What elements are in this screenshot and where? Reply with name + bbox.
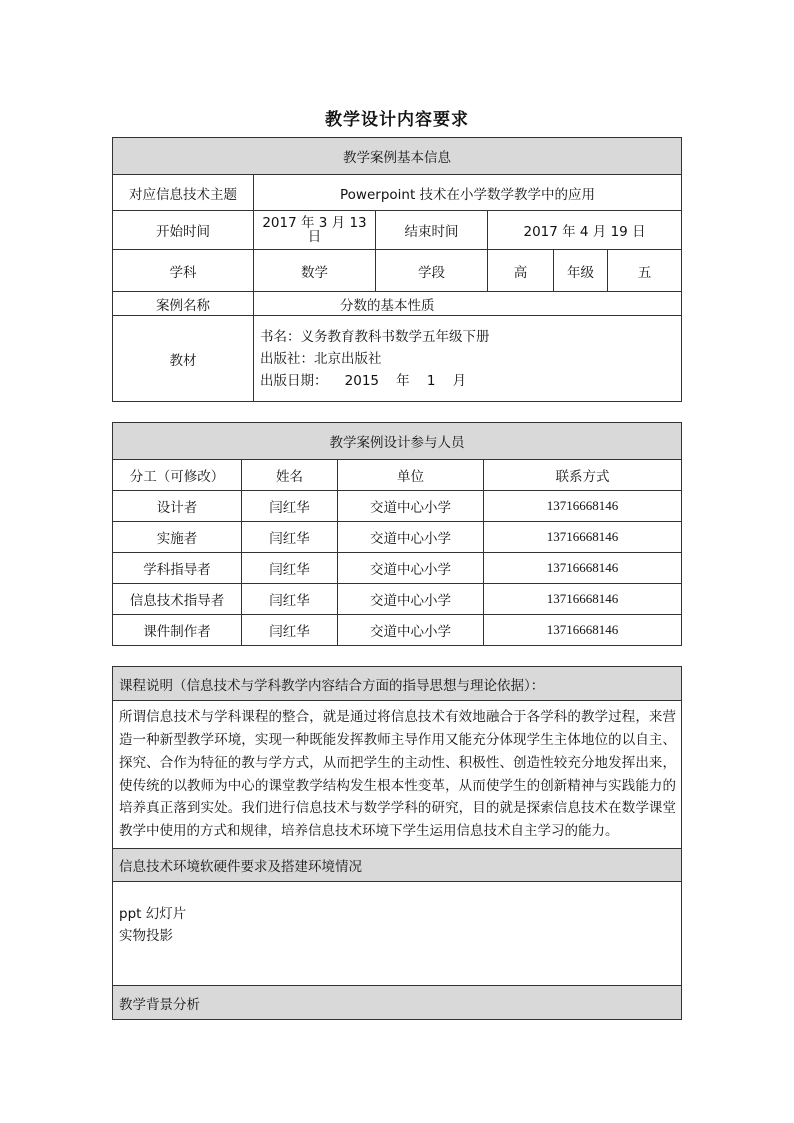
column-header-role: 分工（可修改） [113,460,242,491]
environment-item: 实物投影 [119,928,173,944]
stage-label: 学段 [376,250,488,292]
subject-value: 数学 [254,250,376,292]
role-cell: 信息技术指导者 [113,584,242,615]
role-cell: 实施者 [113,522,242,553]
start-time-label: 开始时间 [113,211,254,250]
role-cell: 学科指导者 [113,553,242,584]
topic-value: Powerpoint 技术在小学数学教学中的应用 [254,175,682,211]
table-row [113,491,682,522]
table-row [113,584,682,615]
contact-cell: 13716668146 [484,584,682,615]
textbook-info [254,316,682,402]
contact-cell: 13716668146 [484,491,682,522]
grade-label: 年级 [554,250,608,292]
textbook-label: 教材 [113,316,254,402]
name-cell: 闫红华 [242,522,338,553]
end-time-label: 结束时间 [376,211,488,250]
column-header-name: 姓名 [242,460,338,491]
grade-value: 五 [608,250,682,292]
unit-cell: 交道中心小学 [338,553,484,584]
case-name-label: 案例名称 [113,292,254,316]
contact-cell: 13716668146 [484,553,682,584]
name-cell: 闫红华 [242,553,338,584]
unit-cell: 交道中心小学 [338,584,484,615]
course-table [112,666,682,1020]
textbook-publisher-line: 出版社：北京出版社 [260,350,382,367]
role-cell: 设计者 [113,491,242,522]
unit-cell: 交道中心小学 [338,615,484,646]
name-cell: 闫红华 [242,491,338,522]
participants-table [112,422,682,646]
name-cell: 闫红华 [242,584,338,615]
end-time-value: 2017 年 4 月 19 日 [488,211,682,250]
topic-label: 对应信息技术主题 [113,175,254,211]
role-cell: 课件制作者 [113,615,242,646]
environment-item: ppt 幻灯片 [119,906,187,922]
case-name-value: 分数的基本性质 [254,292,682,316]
teaching-background-header: 教学背景分析 [113,986,682,1020]
table-row [113,553,682,584]
textbook-date-line: 出版日期： 2015 年 1 月 [260,372,467,389]
participants-header: 教学案例设计参与人员 [113,423,682,460]
start-time-value: 2017 年 3 月 13 日 [254,211,376,250]
table-row [113,522,682,553]
page-title: 教学设计内容要求 [325,110,469,130]
environment-body [113,882,682,986]
unit-cell: 交道中心小学 [338,491,484,522]
column-header-unit: 单位 [338,460,484,491]
stage-value: 高 [488,250,554,292]
basic-info-header: 教学案例基本信息 [113,138,682,175]
textbook-book-line: 书名：义务教育教科书数学五年级下册 [260,328,490,345]
contact-cell: 13716668146 [484,615,682,646]
environment-header: 信息技术环境软硬件要求及搭建环境情况 [113,849,682,882]
basic-info-table [112,137,682,402]
name-cell: 闫红华 [242,615,338,646]
unit-cell: 交道中心小学 [338,522,484,553]
table-row [113,615,682,646]
course-header: 课程说明（信息技术与学科教学内容结合方面的指导思想与理论依据）： [113,667,682,701]
contact-cell: 13716668146 [484,522,682,553]
subject-label: 学科 [113,250,254,292]
course-body: 所谓信息技术与学科课程的整合，就是通过将信息技术有效地融合于各学科的教学过程，来营造一种新型教学环境，实现一种既能发挥教师主导作用又能充分体现学生主体地位的以自主、探究、合作为特征的教与学方式，从而把学生的主动性、积极性、创造性较充分地发挥出来，使传统的以教师为中心的课堂教学结构发生根本性变革，从而使学生的创新精神与实践能力的培养真正落到实处。我们进行信息技术与数学学科的研究，目的就是探索信息技术在数学课堂教学中使用的方式和规律，培养信息技术环境下学生运用信息技术自主学习的能力。 [113,701,682,849]
column-header-contact: 联系方式 [484,460,682,491]
